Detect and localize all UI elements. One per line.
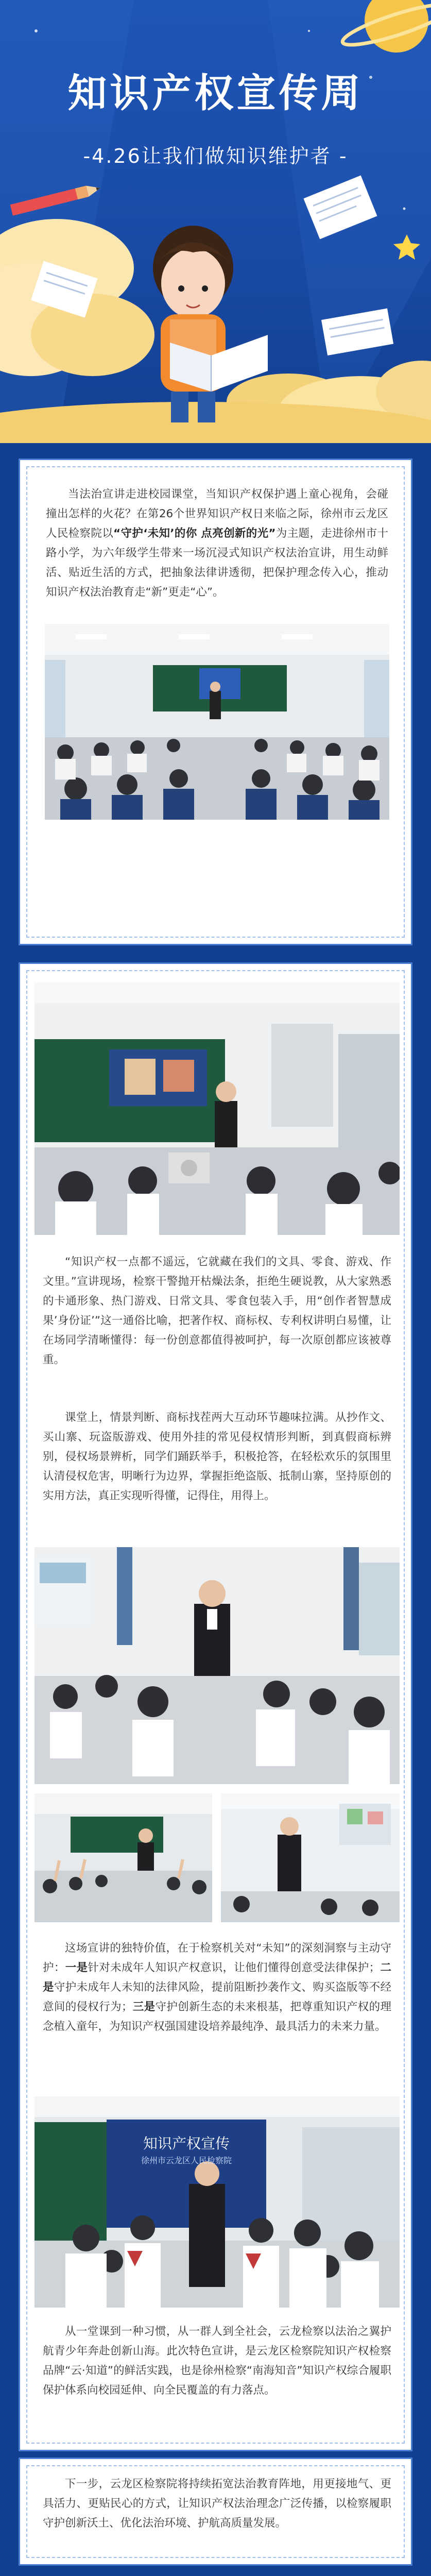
closing-card <box>19 2458 412 2566</box>
closing-paragraph: 下一步，云龙区检察院将持续拓宽法治教育阵地，用更接地气、更具活力、更贴民心的方式，让知识产权法治理念广泛传播，以检察履职守护创新沃土、优化法治环境、护航高质量发展。 <box>43 2478 391 2530</box>
activity-paragraph-1: “知识产权一点都不遥远，它就藏在我们的文具、零食、游戏、作文里。”宣讲现场，检察干警抛开枯燥法条，拒绝生硬说教，从大家熟悉的卡通形象、热门游戏、日常文具、零食包装入手，用“创作者智慧成果’身份证’”这一通俗比喻，把著作权、商标权、专利权讲明白易懂，让在场同学清晰懂得：每一份创意都值得被呵护，每一次原创都应该被尊重。 <box>43 1256 391 1366</box>
activity-card <box>19 962 412 2451</box>
page-title: 知识产权宣传周 <box>67 70 364 116</box>
intro-card <box>19 459 412 945</box>
classroom-photo-wide <box>45 624 389 820</box>
slide-title: 知识产权宣传 <box>143 2135 230 2152</box>
teacher-lecture-photo <box>35 982 400 1235</box>
prosecutor-with-students-photo <box>35 1547 400 1784</box>
hero-banner <box>0 0 431 443</box>
activity-paragraph-2: 课堂上，情景判断、商标找茬两大互动环节趣味拉满。从抄作文、买山寨、玩盗版游戏、使用外挂的常见侵权情形判断，到真假商标辨别，侵权场景辨析，同学们踊跃举手，积极抢答，在轻松欢乐的氛围里认清侵权危害，明晰行为边界，掌握拒绝盗版、抵制山寨，坚持原创的实用方法，真正实现听得懂，记得住，用得上。 <box>43 1411 391 1502</box>
page-subtitle: -4.26让我们做知识维护者 - <box>83 145 348 167</box>
intro-paragraph: 当法治宣讲走进校园课堂，当知识产权保护遇上童心视角，会碰撞出怎样的火花？在第26个世界知识产权日来临之际，徐州市云龙区人民检察院以“守护‘未知’的你 点亮创新的光”为主题，走进徐州市十路小学，为六年级学生带来一场沉浸式知识产权法治宣讲，用生动鲜活、贴近生活的方式，把抽象法律讲透彻，把保护理念传入心，推动知识产权法治教育走“新”更走“心”。 <box>46 488 388 599</box>
activity-paragraph-3: 这场宣讲的独特价值，在于检察机关对“未知”的深刻洞察与主动守护：一是针对未成年人知识产权意识，让他们懂得创意受法律保护；二是守护未成年人未知的法律风险，提前阻断抄袭作文、购买盗版等不经意间的侵权行为；三是守护创新生态的未来根基，把尊重知识产权的理念植入童年，为知识产权强国建设培养最纯净、最具活力的未来力量。 <box>43 1942 391 2033</box>
slide-subtitle: 徐州市云龙区人民检察院 <box>141 2156 232 2165</box>
campaign-theme: “守护‘未知’的你 点亮创新的光” <box>113 527 276 540</box>
prosecutor-at-board-photo <box>221 1793 400 1922</box>
students-raising-hands-photo <box>35 1793 212 1922</box>
activity-paragraph-4: 从一堂课到一种习惯，从一群人到全社会，云龙检察以法治之翼护航青少年奔赴创新山海。此次特色宣讲，是云龙区检察院知识产权检察品牌“云·知道”的鲜活实践，也是徐州检察“南海知音”知识产权综合履职保护体系向校园延伸、向全民覆盖的有力落点。 <box>43 2325 391 2397</box>
group-photo-with-slide <box>35 2096 400 2308</box>
